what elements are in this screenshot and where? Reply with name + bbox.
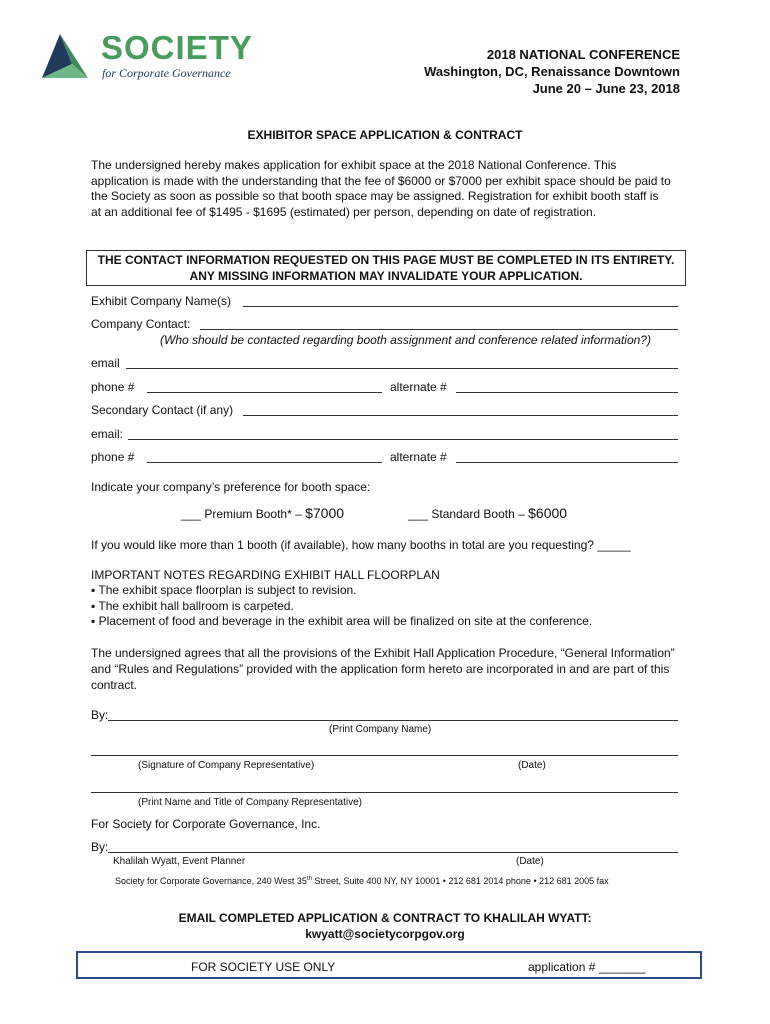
print-company-caption: (Print Company Name) [329, 724, 432, 735]
logo-subtitle: for Corporate Governance [102, 66, 231, 80]
society-logo-mark [40, 30, 100, 84]
company-name-field[interactable] [243, 296, 678, 307]
premium-booth-price: $7000 [305, 505, 345, 521]
for-society-label: For Society for Corporate Governance, Inc. [91, 817, 321, 831]
note-item: ▪ Placement of food and beverage in the exhibit area will be finalized on site at the conference. [91, 614, 593, 628]
application-number-field[interactable]: _______ [598, 960, 646, 974]
standard-booth-label: Standard Booth – [431, 507, 525, 521]
contact-notice-box [86, 250, 686, 286]
phone-field[interactable] [147, 382, 382, 393]
print-name-field[interactable] [91, 782, 678, 793]
secondary-phone-label: phone # [91, 450, 135, 464]
date-caption: (Date) [518, 760, 546, 771]
note-item: ▪ The exhibit hall ballroom is carpeted. [91, 599, 294, 613]
email-instruction-line: EMAIL COMPLETED APPLICATION & CONTRACT TO KHALILAH WYATT: [178, 911, 592, 925]
document-title: EXHIBITOR SPACE APPLICATION & CONTRACT [247, 128, 523, 142]
email-instructions [0, 910, 770, 942]
society-use-box [76, 951, 702, 979]
email-field[interactable] [126, 358, 678, 369]
notice-line-1: THE CONTACT INFORMATION REQUESTED ON THIS PAGE MUST BE COMPLETED IN ITS ENTIRETY. [97, 253, 675, 267]
premium-booth-label: Premium Booth* – [204, 507, 302, 521]
booth-count-text: If you would like more than 1 booth (if available), how many booths in total are you requesting? [91, 538, 594, 552]
notice-line-2: ANY MISSING INFORMATION MAY INVALIDATE YOUR APPLICATION. [189, 268, 583, 283]
standard-booth-price: $6000 [528, 505, 568, 521]
notes-heading: IMPORTANT NOTES REGARDING EXHIBIT HALL FLOORPLAN [91, 568, 440, 582]
standard-booth-option[interactable] [408, 506, 567, 522]
company-contact-label: Company Contact: [91, 317, 191, 331]
contact-hint: (Who should be contacted regarding booth assignment and conference related information?) [160, 333, 651, 347]
signature-caption: (Signature of Company Representative) [138, 760, 315, 771]
address-text: Society for Corporate Governance, 240 West 35 [115, 876, 307, 886]
email-label: email [91, 356, 120, 370]
booth-count-question [91, 538, 631, 553]
secondary-contact-field[interactable] [243, 405, 678, 416]
secondary-email-label: email: [91, 427, 124, 441]
premium-booth-option[interactable] [181, 506, 344, 522]
society-use-label: FOR SOCIETY USE ONLY [191, 960, 336, 974]
planner-caption: Khalilah Wyatt, Event Planner [113, 856, 246, 867]
address-ordinal: th [306, 876, 312, 882]
secondary-phone-field[interactable] [147, 452, 382, 463]
by-label: By: [91, 708, 109, 722]
society-address [115, 876, 609, 886]
secondary-email-field[interactable] [128, 429, 678, 440]
contact-email[interactable]: kwyatt@societycorpgov.org [305, 927, 465, 941]
standard-booth-blank[interactable]: ___ [408, 507, 429, 521]
phone-label: phone # [91, 380, 135, 394]
conference-dates: June 20 – June 23, 2018 [532, 81, 680, 96]
booth-preference-prompt: Indicate your company’s preference for booth space: [91, 480, 371, 494]
society-by-label: By: [91, 840, 109, 854]
booth-count-field[interactable]: _____ [597, 538, 631, 552]
alternate-label: alternate # [390, 380, 447, 394]
secondary-alternate-field[interactable] [456, 452, 678, 463]
logo-wordmark: SOCIETY [101, 29, 253, 66]
agreement-paragraph: The undersigned agrees that all the provisions of the Exhibit Hall Application Procedure, “General Information” and “Rules and Regulations” provided with the application form hereto are incorporated in and are part of this contract. [91, 646, 675, 692]
secondary-alternate-label: alternate # [390, 450, 447, 464]
signature-field[interactable] [91, 745, 678, 756]
alternate-field[interactable] [456, 382, 678, 393]
company-name-sign-field[interactable] [108, 710, 678, 721]
application-number-label: application # [528, 960, 596, 974]
conference-header [350, 46, 680, 97]
intro-paragraph: The undersigned hereby makes application for exhibit space at the 2018 National Conference. This application is made with the understanding that the fee of $6000 or $7000 per exhibit space should be paid to the Society as soon as possible so that booth space may be assigned. Registration for exhibit booth staff is at an additional fee of $1495 - $1695 (estimated) per person, depending on date of registration. [91, 158, 671, 219]
address-text-cont: Street, Suite 400 NY, NY 10001 • 212 681 2014 phone • 212 681 2005 fax [311, 876, 609, 886]
print-name-caption: (Print Name and Title of Company Representative) [138, 797, 362, 808]
premium-booth-blank[interactable]: ___ [181, 507, 202, 521]
society-signature-field[interactable] [108, 842, 678, 853]
note-item: ▪ The exhibit space floorplan is subject to revision. [91, 583, 357, 597]
secondary-contact-label: Secondary Contact (if any) [91, 403, 234, 417]
application-number [528, 960, 645, 975]
company-name-label: Exhibit Company Name(s) [91, 294, 232, 308]
conference-location: Washington, DC, Renaissance Downtown [424, 64, 680, 79]
company-contact-field[interactable] [200, 319, 678, 330]
conference-name: 2018 NATIONAL CONFERENCE [486, 47, 680, 62]
society-date-caption: (Date) [516, 856, 544, 867]
